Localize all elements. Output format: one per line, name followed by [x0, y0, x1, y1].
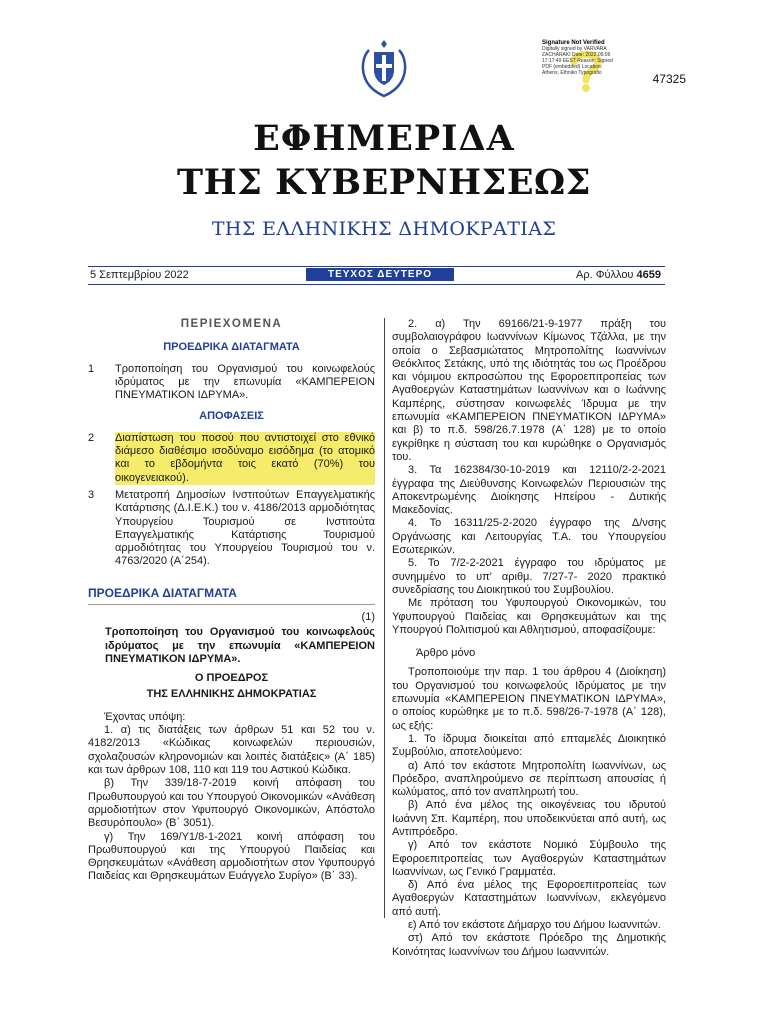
decree-paragraph: 1. α) τις διατάξεις των άρθρων 51 και 52 του ν. 4182/2013 «Κώδικας κοινωφελών περιουσιών, σχολαζουσών κληρονομιών και λοιπές διατάξεις» (Α΄ 185) και των άρθρων 108, 110 και 119 του Αστικού Κώδικα. [88, 724, 375, 777]
contents-item[interactable] [88, 489, 375, 569]
decree-paragraph: 4. Το 16311/25-2-2020 έγγραφο της Δ/νσης Οργάνωσης και Λειτουργίας Τ.Α. του Υπουργείου Εσωτερικών. [392, 517, 666, 557]
decree-paragraph: Με πρόταση του Υφυπουργού Οικονομικών, του Υφυπουργού Παιδείας και Θρησκευμάτων και της Υπουργού Πολιτισμού και Αθλητισμού, αποφασίζουμε: [392, 597, 666, 636]
gazette-title-line1: ΕΦΗΜΕΡΙΔΑ [253, 118, 515, 159]
column-divider [384, 318, 385, 918]
decree-paragraph: ε) Από τον εκάστοτε Δήμαρχο του Δήμου Ιωαννιτών. [408, 919, 661, 932]
president-line1: Ο ΠΡΟΕΔΡΟΣ [194, 672, 269, 685]
decree-paragraph: δ) Από ένα μέλος της Εφοροεπιτροπείας των Αγαθοεργών Καταστημάτων Ιωαννίνων, εκλεγόμενο από αυτή. [392, 879, 666, 918]
left-column [88, 318, 375, 884]
digital-signature-stamp [538, 40, 616, 98]
issue-number: 47325 [652, 72, 686, 86]
contents-item[interactable] [88, 363, 375, 403]
decree-paragraph: στ) Από τον εκάστοτε Πρόεδρο της Δημοτικής Κοινότητας Ιωαννίνων του Δήμου Ιωαννιτών. [392, 932, 666, 958]
greek-coat-of-arms-emblem [357, 38, 411, 98]
contents-item-text: Τροποποίηση του Οργανισμού του κοινωφελούς ιδρύματος με την επωνυμία «ΚΑΜΠΕΡΕΙΟΝ ΠΝΕΥΜΑΤΙΚΟΝ ΙΔΡΥΜΑ». [115, 362, 375, 402]
decree-paragraph: β) Την 339/18-7-2019 κοινή απόφαση του Πρωθυπουργού και του Υπουργού Οικονομικών «Ανάθεση αρμοδιοτήτων στον Υφυπουργό Οικονομικών, Απόστολο Βεσυρόπουλο» (Β΄ 3051). [88, 777, 375, 830]
contents-item-number: 3 [88, 488, 95, 501]
issue-info-bar [88, 266, 665, 285]
sheet-number: Αρ. Φύλλου 4659 [575, 269, 661, 281]
decree-number: (1) [361, 611, 375, 624]
signature-status: Signature Not Verified [542, 40, 605, 46]
contents-item-text: Μετατροπή Δημοσίων Ινστιτούτων Επαγγελματικής Κατάρτισης (Δ.Ι.Ε.Κ.) του ν. 4186/2013 αρμοδιότητας Υπουργείου Τουρισμού σε Ινστιτούτα Επαγγελματικής Κατάρτισης Τουρισμού αρμοδιότητας του Υπουργείου Τουρισμού του ν. 4763/2020 (Α΄254). [115, 488, 375, 568]
decree-paragraph: 2. α) Την 69166/21-9-1977 πράξη του συμβολαιογράφου Ιωαννίνων Κίμωνος Τζάλλα, με την οποία ο Σεβασμιώτατος Μητροπολίτης Ιωαννίνων Θεόκλιτος Σετάκης, υπό της ιδιότητάς του ως Προέδρου και νόμιμου εκπροσώπου της Εφοροεπιτροπείας των Αγαθοεργών Καταστημάτων Ιωαννίνων και ο Ιωάννης Καμπέρης, σύστησαν κοινωφελές Ίδρυμα με την επωνυμία «ΚΑΜΠΕΡΕΙΟΝ ΠΝΕΥΜΑΤΙΚΟΝ ΙΔΡΥΜΑ» και β) το π.δ. 598/26.7.1978 (Α΄ 128) με το οποίο εγκρίθηκε η σύσταση του και κυρώθηκε ο Οργανισμός του. [392, 318, 666, 463]
decree-title: Τροποποίηση του Οργανισμού του κοινωφελούς ιδρύματος με την επωνυμία «ΚΑΜΠΕΡΕΙΟΝ ΠΝΕΥΜΑΤΙΚΟΝ ΙΔΡΥΜΑ». [105, 626, 375, 665]
gazette-title-line2: ΤΗΣ ΚΥΒΕΡΝΗΣΕΩΣ [177, 162, 591, 203]
contents-heading: ΠΕΡΙΕΧΟΜΕΝΑ [180, 318, 283, 330]
contents-section-decrees: ΠΡΟΕΔΡΙΚΑ ΔΙΑΤΑΓΜΑΤΑ [163, 341, 300, 354]
decree-paragraph: β) Από ένα μέλος της οικογένειας του ιδρυτού Ιωάννη Σπ. Καμπέρη, που υποδεικνύεται από αυτή, ως Αντιπρόεδρο. [392, 799, 666, 838]
article-heading: Άρθρο μόνο [416, 647, 476, 660]
issue-date: 5 Σεπτεμβρίου 2022 [90, 269, 189, 281]
contents-item[interactable] [88, 432, 375, 485]
contents-item-number: 2 [88, 431, 95, 444]
decree-paragraph: γ) Από τον εκάστοτε Νομικό Σύμβουλο της Εφοροεπιτροπείας των Αγαθοεργών Καταστημάτων Ιωαννίνων, ως Γενικό Γραμματέα. [392, 839, 666, 878]
decree-paragraph: Τροποποιούμε την παρ. 1 του άρθρου 4 (Διοίκηση) του Οργανισμού του κοινωφελούς Ιδρύματος με την επωνυμία «ΚΑΜΠΕΡΕΙΟΝ ΠΝΕΥΜΑΤΙΚΟΝ ΙΔΡΥΜΑ», ο οποίος κυρώθηκε με το π.δ. 598/26-7-1978 (Α΄ 128), ως εξής: [392, 666, 666, 732]
considering-label: Έχοντας υπόψη: [104, 710, 186, 723]
president-line2: ΤΗΣ ΕΛΛΗΝΙΚΗΣ ΔΗΜΟΚΡΑΤΙΑΣ [146, 687, 317, 700]
decree-paragraph: 1. Το ίδρυμα διοικείται από επταμελές Διοικητικό Συμβούλιο, αποτελούμενο: [392, 732, 666, 759]
decree-paragraph: 3. Τα 162384/30-10-2019 και 12110/2-2-2021 έγγραφα της Διεύθυνσης Κοινωφελών Περιουσιών της Αποκεντρωμένης Διοίκησης Ηπείρου - Δυτικής Μακεδονίας. [392, 464, 666, 517]
contents-item-text-highlighted: Διαπίστωση του ποσού που αντιστοιχεί στο εθνικό διάμεσο διαθέσιμο ισοδύναμο εισόδημα (το ατομικό και το εβδομήντα τοις εκατό (70%) του οικογενειακού). [115, 431, 375, 484]
issue-series-badge: ΤΕΥΧΟΣ ΔΕΥΤΕΡΟ [306, 268, 454, 281]
signature-details: Digitally signed by VARVARA ZACHARAKI Date: 2022.09.06 17:17:49 EEST Reason: Signed PDF (embedded) Location: Athens, Ethniko Typografio [542, 46, 613, 76]
decree-paragraph: α) Από τον εκάστοτε Μητροπολίτη Ιωαννίνων, ως Πρόεδρο, αναπληρούμενο σε περίπτωση απουσίας ή κωλύματος, από τον αναπληρωτή του. [392, 759, 666, 799]
contents-section-decisions: ΑΠΟΦΑΣΕΙΣ [199, 410, 264, 423]
decree-section-heading: ΠΡΟΕΔΡΙΚΑ ΔΙΑΤΑΓΜΑΤΑ [88, 587, 375, 605]
right-column [392, 318, 666, 959]
decree-paragraph: 5. Το 7/2-2-2021 έγγραφο του ιδρύματος με συνημμένο το υπ' αριθμ. 7/27-7- 2020 πρακτικό συνεδρίασης του Διοικητικού του Συμβουλίου. [392, 557, 666, 596]
gazette-subtitle: ΤΗΣ ΕΛΛΗΝΙΚΗΣ ΔΗΜΟΚΡΑΤΙΑΣ [211, 218, 557, 240]
contents-item-number: 1 [88, 362, 95, 375]
decree-paragraph: γ) Την 169/Υ1/8-1-2021 κοινή απόφαση του Πρωθυπουργού και της Υπουργού Παιδείας και Θρησκευμάτων «Ανάθεση αρμοδιοτήτων στον Υφυπουργό Παιδείας και Θρησκευμάτων Ευάγγελο Συρίγο» (Β΄ 33). [88, 830, 375, 883]
